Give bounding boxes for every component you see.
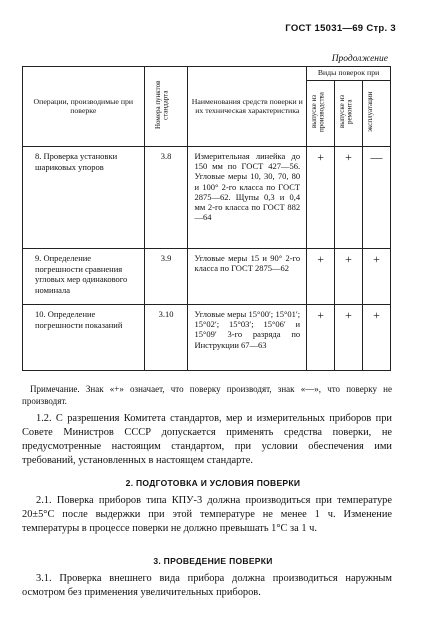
paragraph-1-2: 1.2. С разрешения Комитета стандартов, мер и измерительных приборов при Совете Министров СССР допускается применять средства поверки, не предусмотренные настоящим стандартом, при условии обеспечения ими требований, установленных в настоящем стандарте. (22, 413, 392, 466)
col-header-repair: выпуске из ремонта (335, 81, 363, 147)
row-release-mark: + (307, 147, 335, 249)
paragraph-2-1: 2.1. Поверка приборов типа КПУ-3 должна производиться при температуре 20±5°С после выдержки при этой температуре не менее 1 ч. Изменение температуры в процессе поверки не должно превышать 1°С за 1 ч. (22, 495, 392, 534)
col-header-number-text: Номера пунктов стандарта (154, 80, 170, 130)
row-number: 3.8 (144, 147, 188, 249)
row-release-mark: + (307, 305, 335, 371)
row-number: 3.9 (144, 249, 188, 305)
row-repair-mark: + (335, 147, 363, 249)
table-header-row (23, 67, 391, 81)
row-use-mark: + (363, 305, 391, 371)
row-operation: 9. Определение погрешности сравнения угловых мер одинакового номинала (23, 249, 145, 305)
row-repair-mark: + (335, 249, 363, 305)
row-means: Угловые меры 15 и 90° 2-го класса по ГОСТ 2875—62 (188, 249, 307, 305)
col-header-release: выпуске из производства (307, 81, 335, 147)
col-header-number (144, 67, 188, 147)
row-repair-mark: + (335, 305, 363, 371)
row-means: Измерительная линейка до 150 мм по ГОСТ 427—56. Угловые меры 10, 30, 70, 80 и 100° 2-го класса по ГОСТ 2875—62. Щупы 0,3 и 0,4 мм 2-го класса по ГОСТ 882—64 (188, 147, 307, 249)
table-row (23, 305, 391, 371)
section-2-heading: 2. ПОДГОТОВКА И УСЛОВИЯ ПОВЕРКИ (125, 478, 301, 488)
row-use-mark: + (363, 249, 391, 305)
verification-table (22, 66, 391, 371)
row-operation: 10. Определение погрешности показаний (23, 305, 145, 371)
paragraph-3-1: 3.1. Проверка внешнего вида прибора должна производиться наружным осмотром без применения увеличительных приборов. (22, 573, 392, 598)
table-row (23, 147, 391, 249)
col-header-types: Виды поверок при (307, 67, 391, 81)
section-3-heading: 3. ПРОВЕДЕНИЕ ПОВЕРКИ (153, 556, 273, 566)
table-note: Примечание. Знак «+» означает, что поверку производят, знак «—», что поверку не производят. (22, 384, 392, 406)
table-row (23, 249, 391, 305)
row-means: Угловые меры 15°00′; 15°01′; 15°02′; 15°03′; 15°06′ и 15°09′ 3-го разряда по Инструкции 67—63 (188, 305, 307, 371)
row-use-mark: — (363, 147, 391, 249)
row-number: 3.10 (144, 305, 188, 371)
page-header: ГОСТ 15031—69 Стр. 3 (285, 23, 396, 34)
col-header-means: Наименования средств поверки и их техническая характеристика (188, 67, 307, 147)
row-release-mark: + (307, 249, 335, 305)
row-operation: 8. Проверка установки шариковых упоров (23, 147, 145, 249)
continuation-label: Продолжение (331, 54, 388, 64)
col-header-operation: Операции, производимые при поверке (23, 67, 145, 147)
col-header-use: эксплуатации (363, 81, 391, 147)
